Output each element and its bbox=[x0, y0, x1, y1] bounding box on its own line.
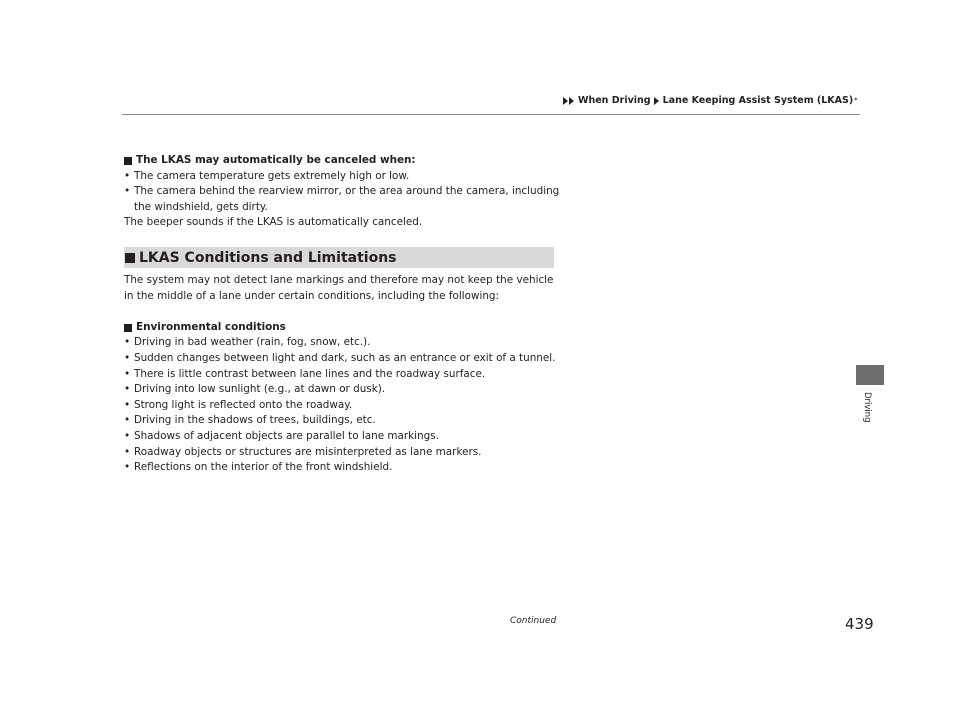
list-item bbox=[124, 460, 564, 476]
bullet-dot-icon: • bbox=[124, 414, 131, 427]
chapter-tab-label: Driving bbox=[862, 392, 872, 423]
footnote-asterisk: * bbox=[854, 97, 858, 104]
header-divider bbox=[122, 114, 860, 115]
list-item-text: Shadows of adjacent objects are parallel to lane markings. bbox=[134, 429, 439, 442]
square-bullet-icon bbox=[124, 324, 132, 332]
list-item bbox=[124, 367, 564, 383]
list-item-text: Sudden changes between light and dark, such as an entrance or exit of a tunnel. bbox=[134, 351, 556, 364]
bullet-dot-icon: • bbox=[124, 383, 131, 396]
cancel-note: The beeper sounds if the LKAS is automatically canceled. bbox=[124, 216, 423, 229]
conditions-intro: The system may not detect lane markings and therefore may not keep the vehicle in the middle of a lane under certain conditions, including the following: bbox=[124, 274, 554, 302]
square-bullet-icon bbox=[125, 253, 135, 263]
cancel-bullet-list bbox=[124, 169, 564, 216]
breadcrumb bbox=[563, 95, 857, 106]
list-item bbox=[124, 398, 564, 414]
section-header bbox=[124, 247, 554, 268]
env-heading bbox=[124, 320, 564, 336]
bullet-dot-icon: • bbox=[124, 336, 131, 349]
list-item-text: Driving in the shadows of trees, buildings, etc. bbox=[134, 414, 376, 427]
list-item bbox=[124, 351, 564, 367]
list-item-text: Roadway objects or structures are misinterpreted as lane markers. bbox=[134, 445, 482, 458]
conditions-section bbox=[124, 273, 564, 476]
env-bullet-list bbox=[124, 335, 564, 475]
square-bullet-icon bbox=[124, 157, 132, 165]
cancel-heading bbox=[124, 153, 564, 169]
page-number: 439 bbox=[845, 615, 874, 633]
list-item bbox=[124, 429, 564, 445]
bullet-dot-icon: • bbox=[124, 445, 131, 458]
list-item-text: Driving into low sunlight (e.g., at dawn or dusk). bbox=[134, 383, 386, 396]
cancel-section bbox=[124, 153, 564, 231]
continued-label: Continued bbox=[510, 616, 557, 626]
list-item bbox=[124, 382, 564, 398]
list-item bbox=[124, 169, 564, 185]
env-heading-text: Environmental conditions bbox=[136, 320, 286, 333]
list-item-text: Reflections on the interior of the front windshield. bbox=[134, 461, 393, 474]
bullet-dot-icon: • bbox=[124, 367, 131, 380]
bullet-dot-icon: • bbox=[124, 169, 131, 182]
bullet-dot-icon: • bbox=[124, 351, 131, 364]
bullet-dot-icon: • bbox=[124, 429, 131, 442]
list-item bbox=[124, 413, 564, 429]
bullet-dot-icon: • bbox=[124, 398, 131, 411]
bullet-dot-icon: • bbox=[124, 461, 131, 474]
list-item-text: Driving in bad weather (rain, fog, snow, etc.). bbox=[134, 336, 371, 349]
list-item-text: The camera temperature gets extremely high or low. bbox=[134, 169, 410, 182]
list-item-text: The camera behind the rearview mirror, or the area around the camera, including the windshield, gets dirty. bbox=[134, 185, 560, 213]
double-arrow-icon bbox=[563, 97, 575, 105]
list-item bbox=[124, 184, 564, 215]
arrow-icon bbox=[654, 97, 660, 105]
list-item-text: There is little contrast between lane lines and the roadway surface. bbox=[134, 367, 486, 380]
section-title: LKAS Conditions and Limitations bbox=[139, 249, 397, 266]
bullet-dot-icon: • bbox=[124, 185, 131, 198]
list-item-text: Strong light is reflected onto the roadway. bbox=[134, 398, 353, 411]
cancel-heading-text: The LKAS may automatically be canceled when: bbox=[136, 154, 416, 166]
breadcrumb-item-when-driving[interactable]: When Driving bbox=[578, 95, 651, 106]
breadcrumb-item-lkas[interactable]: Lane Keeping Assist System (LKAS) bbox=[662, 95, 854, 106]
list-item bbox=[124, 335, 564, 351]
chapter-tab[interactable] bbox=[856, 365, 884, 385]
list-item bbox=[124, 445, 564, 461]
